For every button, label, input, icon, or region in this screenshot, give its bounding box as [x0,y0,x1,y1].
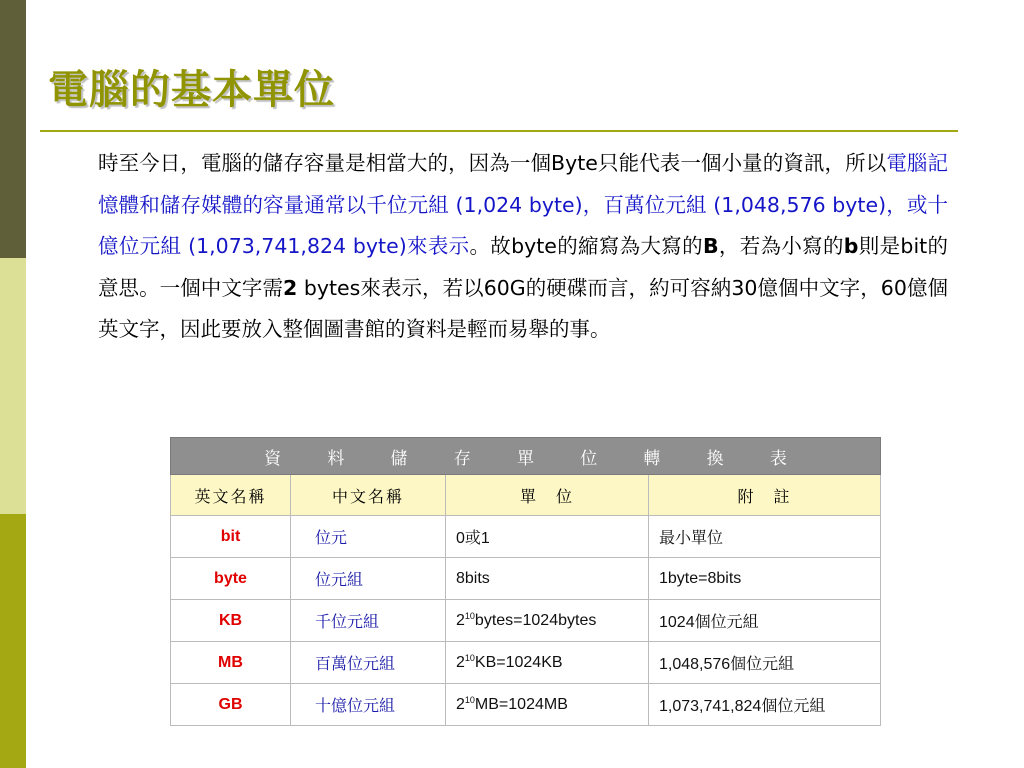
table-row [171,642,881,684]
caption-char: 換 [706,448,724,469]
chinese-name-cell: 十億位元組 [291,684,446,726]
para-bold-b-upper: B [702,234,719,258]
unit-cell [446,516,649,558]
slide-title: 電腦的基本單位 [48,67,335,113]
chinese-name-cell: 位元 [291,516,446,558]
table-row [171,684,881,726]
unit-base: 8bits [456,569,490,587]
note-cell: 1024個位元組 [649,600,881,642]
english-name-cell: byte [171,558,291,600]
header-unit: 單 位 [446,475,649,516]
para-text-1: 時至今日，電腦的儲存容量是相當大的，因為一個Byte只能代表一個小量的資訊，所以 [98,151,887,175]
unit-conversion-table [170,437,881,726]
unit-cell [446,600,649,642]
table-caption [171,438,881,475]
chinese-name-cell: 千位元組 [291,600,446,642]
note-cell: 最小單位 [649,516,881,558]
para-bold-b-lower: b [843,234,859,258]
unit-base: 0或1 [456,530,490,547]
caption-char: 資 [264,448,282,469]
table-row [171,558,881,600]
table-caption-text [171,444,880,469]
table-header-row [171,475,881,516]
english-name-cell: GB [171,684,291,726]
unit-cell [446,642,649,684]
note-cell: 1,048,576個位元組 [649,642,881,684]
chinese-name-cell: 位元組 [291,558,446,600]
note-cell: 1byte=8bits [649,558,881,600]
unit-exponent: 10 [464,653,475,663]
unit-equivalence: KB=1024KB [474,654,563,671]
unit-equivalence: bytes=1024bytes [474,612,597,629]
english-name-cell: bit [171,516,291,558]
caption-char: 表 [769,448,787,469]
caption-char: 單 [516,448,534,469]
caption-char: 位 [580,448,598,469]
para-highlight-text: 電腦記憶體和儲存媒體的容量通常以千位元組 (1,024 byte)，百萬位元組 (1,048,576 byte)，或十億位元組 (1,073,741,824 byte)來表示 [98,151,948,258]
para-text-5: bytes來表示，若以60G的硬碟而言，約可容納30億個中文字，60億個英文字，因此要放入整個圖書館的資料是輕而易舉的事。 [98,275,948,341]
unit-base: 2 [456,654,465,671]
sidebar-stripe-bottom [0,514,26,768]
sidebar-stripe-top [0,0,26,258]
para-text-3: ，若為小寫的 [718,234,844,258]
unit-exponent: 10 [464,695,475,705]
body-paragraph [98,143,948,351]
chinese-name-cell: 百萬位元組 [291,642,446,684]
sidebar-stripe-middle [0,258,26,514]
header-note: 附 註 [649,475,881,516]
unit-base: 2 [456,612,465,629]
caption-char: 轉 [643,448,661,469]
title-divider [40,130,958,132]
caption-char: 存 [453,448,471,469]
english-name-cell: KB [171,600,291,642]
unit-equivalence: MB=1024MB [474,696,568,713]
unit-base: 2 [456,696,465,713]
unit-exponent: 10 [464,611,475,621]
table-row [171,516,881,558]
note-cell: 1,073,741,824個位元組 [649,684,881,726]
para-bold-two: 2 [283,275,298,300]
para-text-2: 。故byte的縮寫為大寫的 [469,234,703,258]
table-row [171,600,881,642]
para-text-4: 則是bit的意思。一個中文字需 [98,234,948,300]
unit-cell [446,684,649,726]
unit-cell [446,558,649,600]
caption-char: 儲 [390,448,408,469]
english-name-cell: MB [171,642,291,684]
header-english-name: 英文名稱 [171,475,291,516]
header-chinese-name: 中文名稱 [291,475,446,516]
caption-char: 料 [327,448,345,469]
